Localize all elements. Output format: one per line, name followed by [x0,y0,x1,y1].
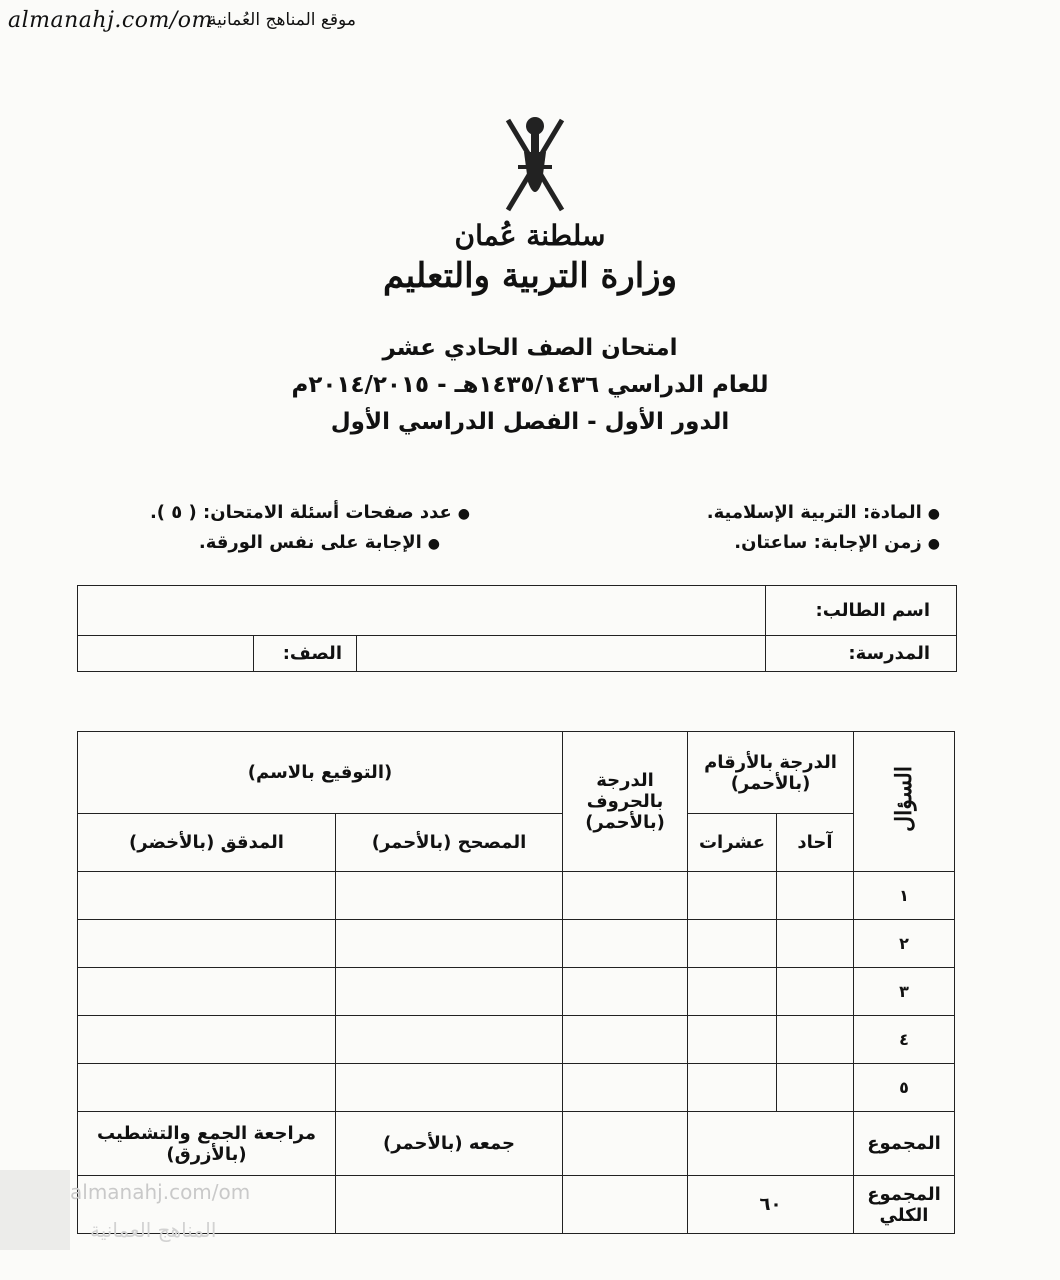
units-cell[interactable] [777,920,854,968]
school-label: المدرسة: [766,636,957,672]
student-name-field[interactable] [78,586,766,636]
tens-cell[interactable] [688,1064,777,1112]
auditor-cell[interactable] [78,1064,336,1112]
sum-signature-cell[interactable] [336,1176,563,1234]
corrector-header: المصحح (بالأحمر) [336,814,563,872]
units-cell[interactable] [777,1016,854,1064]
letters-cell[interactable] [563,1016,688,1064]
exam-session: الدور الأول - الفصل الدراسي الأول [330,409,730,435]
units-cell[interactable] [777,1064,854,1112]
corrector-cell[interactable] [336,1016,563,1064]
tens-cell[interactable] [688,872,777,920]
units-cell[interactable] [777,968,854,1016]
watermark-url: almanahj.com/om [70,1180,251,1204]
question-header: السؤال [854,732,955,872]
ministry-header [330,218,730,298]
info-answer-note: ●الإجابة على نفس الورقة. [198,532,440,553]
student-name-label: اسم الطالب: [766,586,957,636]
class-label: الصف: [254,636,357,672]
sum-label: جمعه (بالأحمر) [336,1112,563,1176]
question-row-number: ٤ [854,1016,955,1064]
tens-cell[interactable] [688,1016,777,1064]
tens-cell[interactable] [688,968,777,1016]
total-label: المجموع [854,1112,955,1176]
review-label: مراجعة الجمع والتشطيب (بالأزرق) [78,1112,336,1176]
ministry-name: وزارة التربية والتعليم [383,256,677,296]
corrector-cell[interactable] [336,1064,563,1112]
auditor-cell[interactable] [78,872,336,920]
letters-cell[interactable] [563,968,688,1016]
school-field[interactable] [357,636,766,672]
letters-cell[interactable] [563,920,688,968]
sultanate-name: سلطنة عُمان [454,219,606,252]
digits-header: الدرجة بالأرقام (بالأحمر) [688,732,854,814]
site-name: موقع المناهج العُمانية [208,10,356,30]
student-info-table [77,585,957,672]
corrector-cell[interactable] [336,968,563,1016]
auditor-cell[interactable] [78,968,336,1016]
corrector-cell[interactable] [336,920,563,968]
auditor-cell[interactable] [78,1016,336,1064]
total-digits-cell[interactable] [688,1112,854,1176]
grades-table [77,731,955,1234]
info-subject: ●المادة: التربية الإسلامية. [706,502,940,523]
info-pages: ●عدد صفحات أسئلة الامتحان: ( ٥ ). [149,502,470,523]
info-duration: ●زمن الإجابة: ساعتان. [734,532,940,553]
class-field[interactable] [78,636,254,672]
auditor-cell[interactable] [78,920,336,968]
corrector-cell[interactable] [336,872,563,920]
watermark-logo-icon [0,1170,70,1250]
question-row-number: ١ [854,872,955,920]
question-row-number: ٢ [854,920,955,968]
letters-cell[interactable] [563,872,688,920]
signature-header: (التوقيع بالاسم) [78,732,563,814]
exam-year: للعام الدراسي ١٤٣٥/١٤٣٦هـ - ٢٠١٤/٢٠١٥م [291,372,769,398]
watermark-name: المناهج العمانية [90,1218,217,1242]
units-cell[interactable] [777,872,854,920]
question-row-number: ٥ [854,1064,955,1112]
grand-total-value: ٦٠ [688,1176,854,1234]
letters-header: الدرجة بالحروف (بالأحمر) [563,732,688,872]
oman-khanjar-emblem-icon [500,110,570,219]
exam-title: امتحان الصف الحادي عشر [382,335,678,361]
auditor-header: المدقق (بالأخضر) [78,814,336,872]
units-header: آحاد [777,814,854,872]
grand-total-letters-cell[interactable] [563,1176,688,1234]
question-row-number: ٣ [854,968,955,1016]
tens-header: عشرات [688,814,777,872]
site-url[interactable]: almanahj.com/om [8,8,213,33]
grand-total-label: المجموع الكلي [854,1176,955,1234]
tens-cell[interactable] [688,920,777,968]
total-letters-cell[interactable] [563,1112,688,1176]
letters-cell[interactable] [563,1064,688,1112]
